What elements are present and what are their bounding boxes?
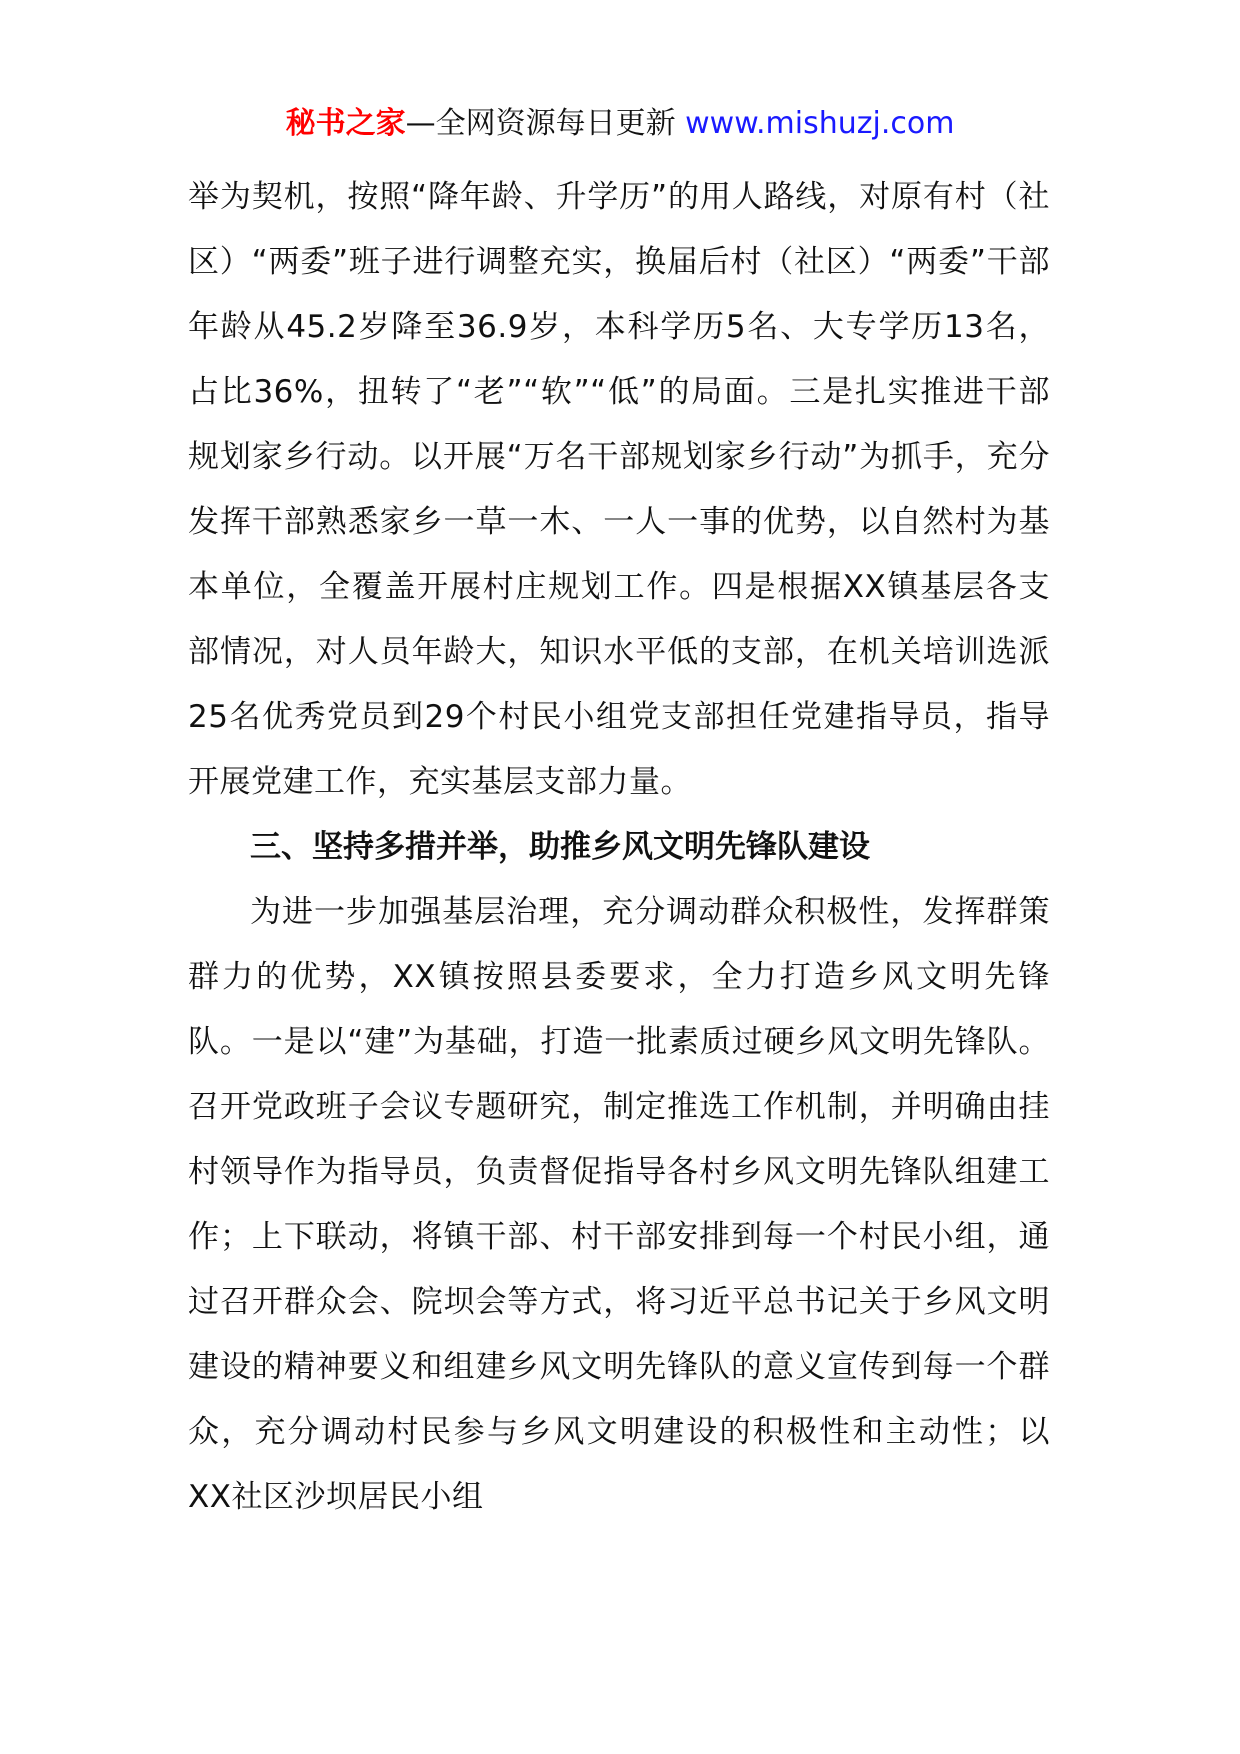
section-heading: 三、坚持多措并举，助推乡风文明先锋队建设 bbox=[250, 829, 870, 865]
page-header bbox=[0, 104, 1240, 144]
header-tagline: —全网资源每日更新 bbox=[405, 106, 686, 141]
document-body bbox=[188, 165, 1050, 1530]
body-paragraph: 为进一步加强基层治理，充分调动群众积极性，发挥群策群力的优势，XX镇按照县委要求，全力打造乡风文明先锋队。一是以“建”为基础，打造一批素质过硬乡风文明先锋队。召开党政班子会议专题研究，制定推选工作机制，并明确由挂村领导作为指导员，负责督促指导各村乡风文明先锋队组建工作；上下联动，将镇干部、村干部安排到每一个村民小组，通过召开群众会、院坝会等方式，将习近平总书记关于乡风文明建设的精神要义和组建乡风文明先锋队的意义宣传到每一个群众，充分调动村民参与乡风文明建设的积极性和主动性；以XX社区沙坝居民小组 bbox=[188, 894, 1050, 1515]
brand-name: 秘书之家 bbox=[285, 106, 406, 141]
site-url-link[interactable]: www.mishuzj.com bbox=[685, 106, 955, 141]
body-paragraph-continued: 举为契机，按照“降年龄、升学历”的用人路线，对原有村（社区）“两委”班子进行调整充实，换届后村（社区）“两委”干部年龄从45.2岁降至36.9岁，本科学历5名、大专学历13名，占比36%，扭转了“老”“软”“低”的局面。三是扎实推进干部规划家乡行动。以开展“万名干部规划家乡行动”为抓手，充分发挥干部熟悉家乡一草一木、一人一事的优势，以自然村为基本单位，全覆盖开展村庄规划工作。四是根据XX镇基层各支部情况，对人员年龄大，知识水平低的支部，在机关培训选派25名优秀党员到29个村民小组党支部担任党建指导员，指导开展党建工作，充实基层支部力量。 bbox=[188, 179, 1050, 800]
